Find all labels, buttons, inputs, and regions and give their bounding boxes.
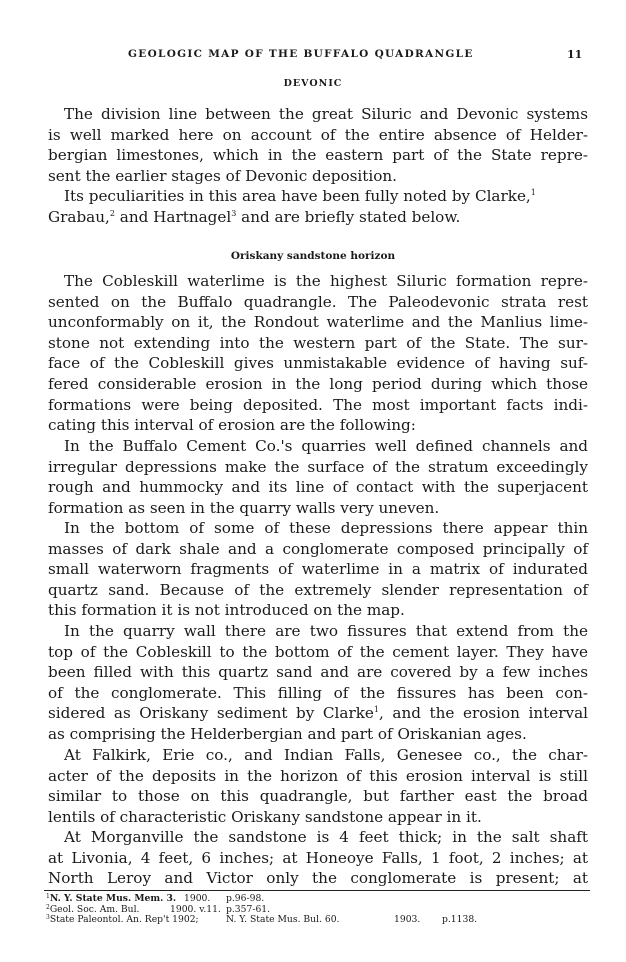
text-line: At Morganville the sandstone is 4 feet thick; in the salt shaft: [64, 828, 588, 846]
footnote-source-text: Geol. Soc. Am. Bul.: [49, 903, 140, 915]
text-line: lentils of characteristic Oriskany sandstone appear in it.: [48, 807, 482, 826]
text-line: sent the earlier stages of Devonic deposition.: [48, 166, 397, 185]
running-title: GEOLOGIC MAP OF THE BUFFALO QUADRANGLE: [128, 48, 474, 60]
footnotes: [46, 894, 586, 926]
body-paragraph-5: [48, 745, 588, 827]
footnote-ref[interactable]: 2: [109, 208, 115, 218]
text-line: fered considerable erosion in the long period during which those: [48, 374, 588, 393]
subsection-title: Oriskany sandstone horizon: [230, 250, 396, 262]
footnote-pages: p.96-98.: [226, 893, 265, 904]
running-head: [0, 48, 626, 64]
text-line: acter of the deposits in the horizon of this erosion interval is still: [48, 766, 588, 785]
text-line: as comprising the Helderbergian and part of Oriskanian ages.: [48, 724, 527, 743]
footnote-series: N. Y. State Mus. Bul. 60.: [226, 914, 340, 925]
text-fragment: and are briefly stated below.: [236, 207, 461, 226]
text-line: formation as seen in the quarry walls very uneven.: [48, 498, 440, 517]
text-fragment: sidered as Oriskany sediment by Clarke: [48, 704, 374, 723]
footnote-3: [46, 915, 586, 926]
text-line: formations were being deposited. The most important facts indi-: [48, 395, 588, 414]
text-line: irregular depressions make the surface of the stratum exceedingly: [48, 457, 588, 476]
text-line: been filled with this quartz sand and are covered by a few inches: [48, 663, 588, 682]
footnote-year: 1900.: [184, 893, 211, 904]
text-fragment: Its peculiarities in this area have been fully noted by Clarke,: [64, 187, 531, 205]
footnote-pages: p.1138.: [442, 914, 478, 925]
text-line: rough and hummocky and its line of contact with the superjacent: [48, 478, 588, 497]
body-paragraph-4: [48, 621, 588, 745]
page-number: 11: [567, 48, 583, 61]
text-line: cating this interval of erosion are the following:: [48, 416, 416, 435]
text-fragment: Grabau,: [48, 207, 110, 226]
text-line: at Livonia, 4 feet, 6 inches; at Honeoye Falls, 1 foot, 2 inches; at: [48, 848, 588, 867]
text-fragment: and Hartnagel: [114, 207, 232, 226]
footnote-ref[interactable]: 1: [373, 705, 380, 715]
body-paragraph-2: [48, 436, 588, 518]
intro-paragraph-1: [48, 104, 588, 186]
text-line: similar to those on this quadrangle, but farther east the broad: [48, 787, 588, 806]
text-line: is well marked here on account of the entire absence of Helder-: [48, 125, 588, 144]
text-line: In the Buffalo Cement Co.'s quarries well defined channels and: [64, 437, 588, 455]
footnote-ref[interactable]: 3: [231, 208, 237, 218]
body-paragraph-3: [48, 518, 588, 621]
text-line: In the bottom of some of these depressions there appear thin: [64, 519, 588, 537]
footnote-year: 1903.: [394, 914, 421, 925]
text-line: [48, 186, 588, 207]
body-paragraph-6: [48, 827, 588, 889]
footnote-mark: 1: [46, 893, 50, 900]
footnote-source-text: N. Y. State Mus. Mem. 3.: [49, 893, 177, 904]
text-line: unconformably on it, the Rondout waterlime and the Manlius lime-: [48, 313, 588, 332]
footnote-pages: p.357-61.: [226, 903, 271, 915]
text-line: At Falkirk, Erie co., and Indian Falls, Genesee co., the char-: [64, 746, 588, 764]
text-line: sented on the Buffalo quadrangle. The Paleodevonic strata rest: [48, 292, 588, 311]
text-line: quartz sand. Because of the extremely slender representation of: [48, 580, 588, 599]
text-line: small waterworn fragments of waterlime in a matrix of indurated: [48, 560, 588, 579]
text-line: [48, 703, 588, 724]
footnote-rule: [44, 890, 590, 891]
text-line: of the conglomerate. This filling of the fissures has been con-: [48, 683, 588, 702]
text-line: In the quarry wall there are two fissures that extend from the: [64, 622, 588, 640]
footnote-mark: 2: [46, 903, 50, 911]
body-paragraph-1: [48, 271, 588, 436]
text-line: masses of dark shale and a conglomerate composed principally of: [48, 539, 588, 558]
text-fragment: , and the erosion interval: [379, 704, 588, 723]
footnote-source: [46, 915, 199, 926]
footnote-year: 1900. v.11.: [170, 903, 221, 915]
footnote-ref[interactable]: 1: [530, 188, 536, 197]
text-line: The division line between the great Siluric and Devonic systems: [64, 105, 588, 123]
footnote-source-text: State Paleontol. An. Rep't 1902;: [49, 914, 199, 925]
text-line: face of the Cobleskill gives unmistakable evidence of having suf-: [48, 354, 588, 373]
text-line: bergian limestones, which in the eastern part of the State repre-: [48, 146, 588, 165]
footnote-mark: 3: [46, 914, 50, 921]
text-line: [48, 207, 588, 228]
text-line: top of the Cobleskill to the bottom of the cement layer. They have: [48, 642, 588, 661]
text-line: North Leroy and Victor only the conglomerate is present; at: [48, 869, 588, 888]
section-title: DEVONIC: [283, 78, 343, 89]
intro-paragraph-2: [48, 186, 588, 227]
text-line: The Cobleskill waterlime is the highest Siluric formation repre-: [64, 272, 588, 290]
text-line: this formation it is not introduced on the map.: [48, 601, 405, 620]
text-line: stone not extending into the western part of the State. The sur-: [48, 333, 588, 352]
